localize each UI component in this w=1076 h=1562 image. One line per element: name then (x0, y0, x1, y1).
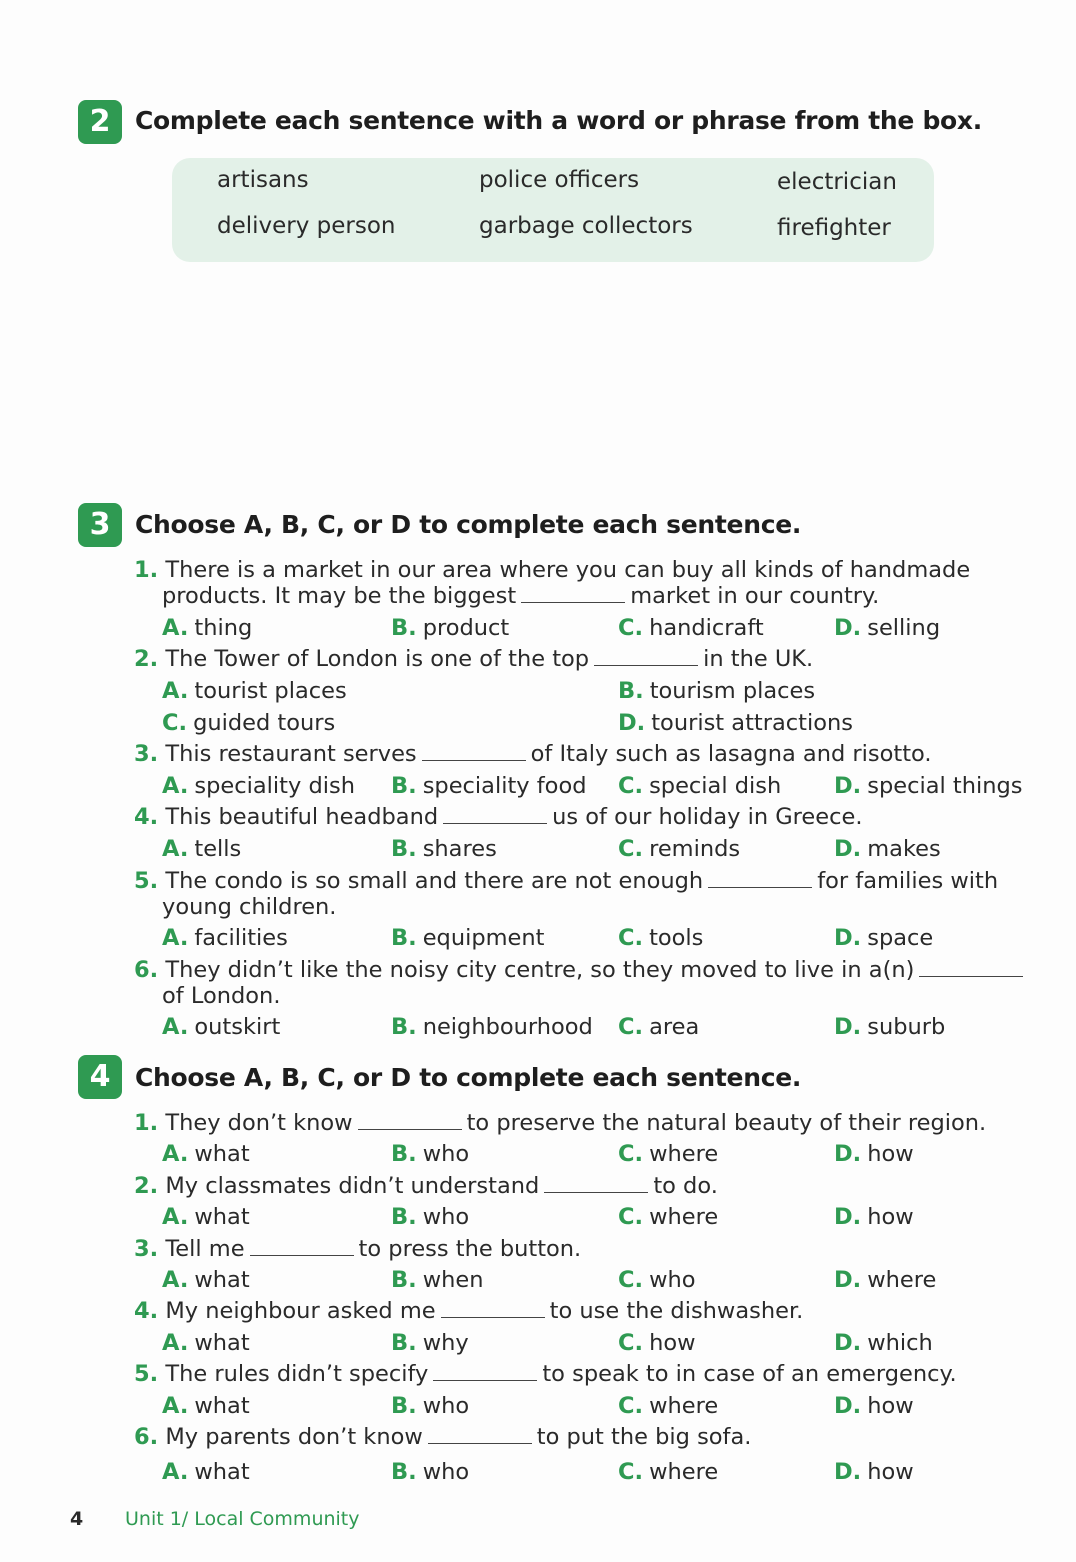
option-a[interactable] (162, 1267, 250, 1293)
sentence-text: The condo is so small and there are not enough (165, 868, 704, 894)
option-text: how (867, 1393, 914, 1419)
option-text: tourism places (649, 678, 816, 704)
sentence-text: to press the button. (358, 1236, 582, 1262)
option-a[interactable] (162, 678, 347, 704)
option-a[interactable] (162, 1204, 250, 1230)
answer-blank[interactable] (544, 1174, 648, 1193)
option-b[interactable] (391, 615, 509, 641)
word-box-item: firefighter (777, 215, 891, 241)
option-text: suburb (867, 1014, 946, 1040)
option-text: thing (194, 615, 253, 641)
option-letter: D. (834, 615, 862, 641)
option-letter: A. (162, 1141, 189, 1167)
option-letter: A. (162, 615, 189, 641)
page-number: 4 (70, 1508, 84, 1530)
word-box-item: garbage collectors (479, 213, 693, 239)
option-c[interactable] (618, 773, 781, 799)
option-a[interactable] (162, 1014, 280, 1040)
word-box-item: police officers (479, 167, 640, 193)
option-letter: D. (618, 710, 646, 736)
option-letter: A. (162, 1393, 189, 1419)
answer-blank[interactable] (358, 1111, 462, 1130)
option-b[interactable] (391, 1014, 593, 1040)
option-text: tourist attractions (651, 710, 853, 736)
option-letter: B. (391, 925, 417, 951)
sentence-text: My parents don’t know (165, 1424, 423, 1450)
option-letter: B. (391, 1267, 417, 1293)
option-text: equipment (422, 925, 545, 951)
option-d[interactable] (834, 1014, 945, 1040)
item-number: 6. (134, 957, 159, 983)
option-letter: B. (391, 773, 417, 799)
option-letter: D. (834, 836, 862, 862)
option-text: which (867, 1330, 933, 1356)
option-text: what (194, 1393, 250, 1419)
option-b[interactable] (391, 836, 497, 862)
option-text: where (649, 1204, 719, 1230)
sentence-item (134, 868, 998, 894)
option-text: space (867, 925, 934, 951)
option-text: who (422, 1393, 470, 1419)
sentence-text: Tell me (165, 1236, 245, 1262)
option-text: area (649, 1014, 700, 1040)
item-number: 1. (134, 1110, 159, 1136)
option-c[interactable] (618, 1204, 718, 1230)
option-text: when (422, 1267, 484, 1293)
sentence-text: They don’t know (165, 1110, 353, 1136)
option-text: where (649, 1459, 719, 1485)
option-letter: B. (391, 615, 417, 641)
option-b[interactable] (391, 1459, 469, 1485)
item-number: 2. (134, 646, 159, 672)
option-letter: D. (834, 1393, 862, 1419)
option-letter: A. (162, 1330, 189, 1356)
sentence-item (134, 557, 970, 583)
option-b[interactable] (391, 925, 544, 951)
option-d[interactable] (834, 1204, 914, 1230)
sentence-continuation: of London. (162, 983, 281, 1009)
answer-blank[interactable] (919, 958, 1023, 977)
option-a[interactable] (162, 1459, 250, 1485)
option-letter: A. (162, 1459, 189, 1485)
option-d[interactable] (834, 836, 941, 862)
item-number: 4. (134, 1298, 159, 1324)
option-letter: D. (834, 1330, 862, 1356)
unit-label: Unit 1/ Local Community (125, 1508, 360, 1530)
option-letter: D. (834, 1204, 862, 1230)
option-letter: D. (834, 773, 862, 799)
sentence-item (134, 804, 862, 830)
option-letter: C. (618, 1014, 644, 1040)
option-c[interactable] (618, 615, 764, 641)
option-d[interactable] (834, 615, 940, 641)
option-text: what (194, 1330, 250, 1356)
sentence-text: to speak to in case of an emergency. (542, 1361, 957, 1387)
option-b[interactable] (391, 773, 587, 799)
option-letter: C. (618, 1267, 644, 1293)
sentence-text: There is a market in our area where you can buy all kinds of handmade (165, 557, 971, 583)
sentence-text: to use the dishwasher. (549, 1298, 804, 1324)
option-letter: D. (834, 1459, 862, 1485)
sentence-item (134, 1236, 581, 1262)
sentence-text: This beautiful headband (165, 804, 439, 830)
option-c[interactable] (618, 1014, 699, 1040)
answer-blank[interactable] (441, 1299, 545, 1318)
option-text: where (649, 1393, 719, 1419)
option-text: handicraft (649, 615, 764, 641)
option-letter: A. (162, 1204, 189, 1230)
option-text: how (867, 1204, 914, 1230)
item-number: 1. (134, 557, 159, 583)
sentence-text: us of our holiday in Greece. (552, 804, 863, 830)
option-d[interactable] (834, 1459, 914, 1485)
sentence-text: in the UK. (703, 646, 814, 672)
option-d[interactable] (834, 773, 1023, 799)
option-d[interactable] (618, 710, 853, 736)
sentence-text: to do. (653, 1173, 718, 1199)
answer-blank[interactable] (428, 1425, 532, 1444)
option-text: tourist places (194, 678, 347, 704)
item-number: 6. (134, 1424, 159, 1450)
exercise-3-heading: Choose A, B, C, or D to complete each sentence. (135, 510, 802, 539)
item-number: 4. (134, 804, 159, 830)
option-text: where (867, 1267, 937, 1293)
item-number: 2. (134, 1173, 159, 1199)
answer-blank[interactable] (708, 869, 812, 888)
option-text: neighbourhood (422, 1014, 593, 1040)
item-number: 5. (134, 868, 159, 894)
option-c[interactable] (618, 925, 703, 951)
sentence-item (134, 646, 813, 672)
exercise-4-heading: Choose A, B, C, or D to complete each sentence. (135, 1063, 802, 1092)
option-d[interactable] (834, 1267, 936, 1293)
sentence-text: My classmates didn’t understand (165, 1173, 540, 1199)
option-text: who (422, 1141, 470, 1167)
exercise-4-badge: 4 (78, 1055, 122, 1099)
option-text: shares (422, 836, 497, 862)
option-a[interactable] (162, 1330, 250, 1356)
option-text: who (422, 1204, 470, 1230)
option-text: guided tours (193, 710, 336, 736)
sentence-text: The Tower of London is one of the top (165, 646, 590, 672)
option-text: selling (867, 615, 941, 641)
exercise-3-badge: 3 (78, 503, 122, 547)
answer-blank[interactable] (443, 805, 547, 824)
option-text: tells (194, 836, 242, 862)
option-text: where (649, 1141, 719, 1167)
sentence-text: to preserve the natural beauty of their region. (466, 1110, 987, 1136)
option-letter: B. (618, 678, 644, 704)
option-letter: C. (618, 1141, 644, 1167)
sentence-item (134, 741, 932, 767)
sentence-text: The rules didn’t specify (165, 1361, 429, 1387)
option-letter: C. (618, 1330, 644, 1356)
option-letter: C. (618, 836, 644, 862)
option-d[interactable] (834, 1393, 914, 1419)
item-number: 3. (134, 741, 159, 767)
option-text: speciality dish (194, 773, 355, 799)
word-box-item: electrician (777, 169, 897, 195)
sentence-text: of Italy such as lasagna and risotto. (530, 741, 932, 767)
option-letter: C. (618, 1393, 644, 1419)
sentence-continuation (162, 583, 879, 609)
option-b[interactable] (391, 1330, 469, 1356)
answer-blank[interactable] (422, 742, 526, 761)
option-text: special things (867, 773, 1023, 799)
option-letter: A. (162, 773, 189, 799)
option-letter: B. (391, 1204, 417, 1230)
sentence-continuation: young children. (162, 894, 337, 920)
sentence-item (134, 1173, 718, 1199)
option-text: reminds (649, 836, 741, 862)
option-letter: B. (391, 1330, 417, 1356)
option-a[interactable] (162, 925, 288, 951)
option-c[interactable] (618, 1267, 696, 1293)
option-text: makes (867, 836, 941, 862)
option-c[interactable] (618, 836, 740, 862)
sentence-item (134, 1298, 803, 1324)
option-a[interactable] (162, 1393, 250, 1419)
option-a[interactable] (162, 615, 252, 641)
option-text: tools (649, 925, 704, 951)
option-b[interactable] (391, 1267, 483, 1293)
option-letter: C. (618, 615, 644, 641)
option-text: facilities (194, 925, 288, 951)
word-box (172, 158, 934, 262)
word-box-item: artisans (217, 167, 309, 193)
option-letter: A. (162, 925, 189, 951)
option-b[interactable] (391, 1393, 469, 1419)
option-text: what (194, 1459, 250, 1485)
option-a[interactable] (162, 773, 355, 799)
option-letter: D. (834, 1267, 862, 1293)
option-letter: B. (391, 1393, 417, 1419)
option-b[interactable] (391, 1204, 469, 1230)
sentence-text: products. It may be the biggest (162, 583, 517, 609)
answer-blank[interactable] (250, 1237, 354, 1256)
option-text: special dish (649, 773, 782, 799)
option-letter: A. (162, 1267, 189, 1293)
option-b[interactable] (391, 1141, 469, 1167)
sentence-text: This restaurant serves (165, 741, 417, 767)
option-letter: B. (391, 1141, 417, 1167)
sentence-item (134, 1424, 751, 1450)
option-letter: D. (834, 925, 862, 951)
option-letter: A. (162, 1014, 189, 1040)
option-text: product (422, 615, 510, 641)
option-letter: B. (391, 836, 417, 862)
answer-blank[interactable] (433, 1362, 537, 1381)
option-letter: B. (391, 1014, 417, 1040)
sentence-text: They didn’t like the noisy city centre, so they moved to live in a(n) (165, 957, 915, 983)
option-letter: C. (618, 1459, 644, 1485)
exercise-2-heading: Complete each sentence with a word or phrase from the box. (135, 106, 982, 135)
sentence-text: to put the big sofa. (536, 1424, 752, 1450)
answer-blank[interactable] (521, 584, 625, 603)
option-c[interactable] (618, 1141, 718, 1167)
option-letter: C. (162, 710, 188, 736)
sentence-item (134, 1110, 986, 1136)
option-c[interactable] (618, 1459, 718, 1485)
option-text: what (194, 1141, 250, 1167)
option-c[interactable] (162, 710, 335, 736)
option-b[interactable] (618, 678, 815, 704)
answer-blank[interactable] (594, 647, 698, 666)
sentence-text: for families with (817, 868, 999, 894)
option-d[interactable] (834, 1141, 914, 1167)
option-a[interactable] (162, 836, 241, 862)
option-letter: C. (618, 1204, 644, 1230)
option-text: why (422, 1330, 469, 1356)
option-letter: C. (618, 925, 644, 951)
option-d[interactable] (834, 925, 933, 951)
option-text: who (649, 1267, 696, 1293)
option-a[interactable] (162, 1141, 250, 1167)
item-number: 3. (134, 1236, 159, 1262)
option-d[interactable] (834, 1330, 933, 1356)
option-text: speciality food (422, 773, 587, 799)
option-text: how (867, 1141, 914, 1167)
sentence-item (134, 1361, 957, 1387)
option-letter: D. (834, 1141, 862, 1167)
word-box-item: delivery person (217, 213, 396, 239)
option-text: outskirt (194, 1014, 281, 1040)
option-text: what (194, 1204, 250, 1230)
sentence-text: market in our country. (630, 583, 880, 609)
option-text: what (194, 1267, 250, 1293)
option-letter: B. (391, 1459, 417, 1485)
option-text: who (422, 1459, 470, 1485)
option-letter: C. (618, 773, 644, 799)
option-text: how (867, 1459, 914, 1485)
option-letter: A. (162, 678, 189, 704)
exercise-2-badge: 2 (78, 100, 122, 144)
option-text: how (649, 1330, 696, 1356)
sentence-item (134, 957, 1028, 983)
item-number: 5. (134, 1361, 159, 1387)
option-c[interactable] (618, 1330, 696, 1356)
option-letter: A. (162, 836, 189, 862)
sentence-text: My neighbour asked me (165, 1298, 436, 1324)
option-c[interactable] (618, 1393, 718, 1419)
option-letter: D. (834, 1014, 862, 1040)
